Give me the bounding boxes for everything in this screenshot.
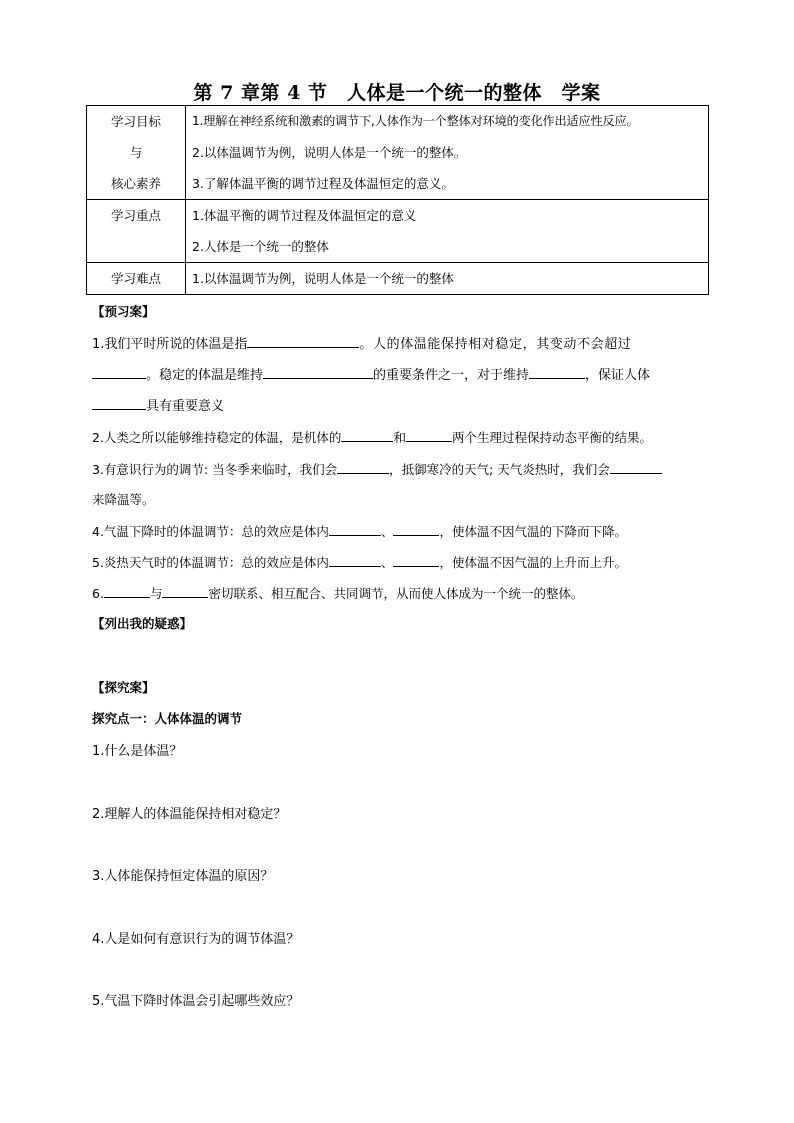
objective-item: 3.了解体温平衡的调节过程及体温恒定的意义。 <box>192 176 454 191</box>
objective-item: 2.以体温调节为例，说明人体是一个统一的整体。 <box>192 145 467 160</box>
blank-field[interactable] <box>337 459 389 474</box>
preview-question-1-cont2: 具有重要意义 <box>92 395 224 414</box>
explore-heading: 【探究案】 <box>92 680 155 695</box>
explore-point-title: 探究点一：人体体温的调节 <box>92 711 243 726</box>
row-label <box>87 200 186 263</box>
blank-field[interactable] <box>329 521 381 536</box>
row-content <box>186 106 709 200</box>
row-label <box>87 106 186 200</box>
preview-question-5: 5.炎热天气时的体温调节：总的效应是体内 、 ，使体温不因气温的上升而上升。 <box>92 552 627 571</box>
difficulty-item: 1.以体温调节为例，说明人体是一个统一的整体 <box>192 271 454 286</box>
blank-field[interactable] <box>393 521 439 536</box>
blank-field[interactable] <box>247 333 359 348</box>
preview-question-3-cont: 来降温等。 <box>92 492 155 507</box>
preview-heading: 【预习案】 <box>92 304 155 319</box>
explore-question: 5.气温下降时体温会引起哪些效应？ <box>92 994 300 1009</box>
blank-field[interactable] <box>162 583 208 598</box>
blank-field[interactable] <box>610 459 662 474</box>
explore-question: 3.人体能保持恒定体温的原因？ <box>92 869 274 884</box>
page-title: 第 7 章第 4 节 人体是一个统一的整体 学案 <box>193 82 601 104</box>
key-point-item: 1.体温平衡的调节过程及体温恒定的意义 <box>192 208 417 223</box>
preview-question-1-cont: 。稳定的体温是维持 的重要条件之一，对于维持 ，保证人体 <box>92 364 650 383</box>
label-line: 与 <box>129 145 143 160</box>
row-content <box>186 200 709 263</box>
label-line: 核心素养 <box>110 176 161 191</box>
blank-field[interactable] <box>529 364 585 379</box>
blank-field[interactable] <box>329 552 381 567</box>
objective-item: 1.理解在神经系统和激素的调节下,人体作为一个整体对环境的变化作出适应性反应。 <box>192 114 639 128</box>
row-label <box>87 263 186 295</box>
explore-question: 4.人是如何有意识行为的调节体温？ <box>92 932 300 947</box>
explore-question: 1.什么是体温？ <box>92 744 183 759</box>
doubts-heading: 【列出我的疑惑】 <box>92 616 193 631</box>
preview-question-1: 1.我们平时所说的体温是指 。人的体温能保持相对稳定，其变动不会超过 <box>92 333 631 352</box>
preview-question-2: 2.人类之所以能够维持稳定的体温，是机体的 和 两个生理过程保持动态平衡的结果。 <box>92 427 652 446</box>
blank-field[interactable] <box>92 364 146 379</box>
preview-question-6: 6. 与 密切联系、相互配合、共同调节，从而使人体成为一个统一的整体。 <box>92 583 583 602</box>
table-row <box>87 200 709 263</box>
objectives-table <box>86 105 709 295</box>
blank-field[interactable] <box>341 427 393 442</box>
blank-field[interactable] <box>92 395 146 410</box>
table-row <box>87 106 709 200</box>
label-line: 学习难点 <box>110 271 161 286</box>
blank-field[interactable] <box>406 427 452 442</box>
preview-question-3: 3.有意识行为的调节: 当冬季来临时，我们会 ，抵御寒冷的天气; 天气炎热时，我们会 <box>92 459 662 478</box>
blank-field[interactable] <box>393 552 439 567</box>
label-line: 学习重点 <box>110 208 161 223</box>
table-row <box>87 263 709 295</box>
explore-question: 2.理解人的体温能保持相对稳定？ <box>92 807 287 822</box>
key-point-item: 2.人体是一个统一的整体 <box>192 239 329 254</box>
preview-question-4: 4.气温下降时的体温调节：总的效应是体内 、 ，使体温不因气温的下降而下降。 <box>92 521 627 540</box>
blank-field[interactable] <box>263 364 373 379</box>
label-line: 学习目标 <box>110 114 161 129</box>
row-content <box>186 263 709 295</box>
blank-field[interactable] <box>104 583 150 598</box>
